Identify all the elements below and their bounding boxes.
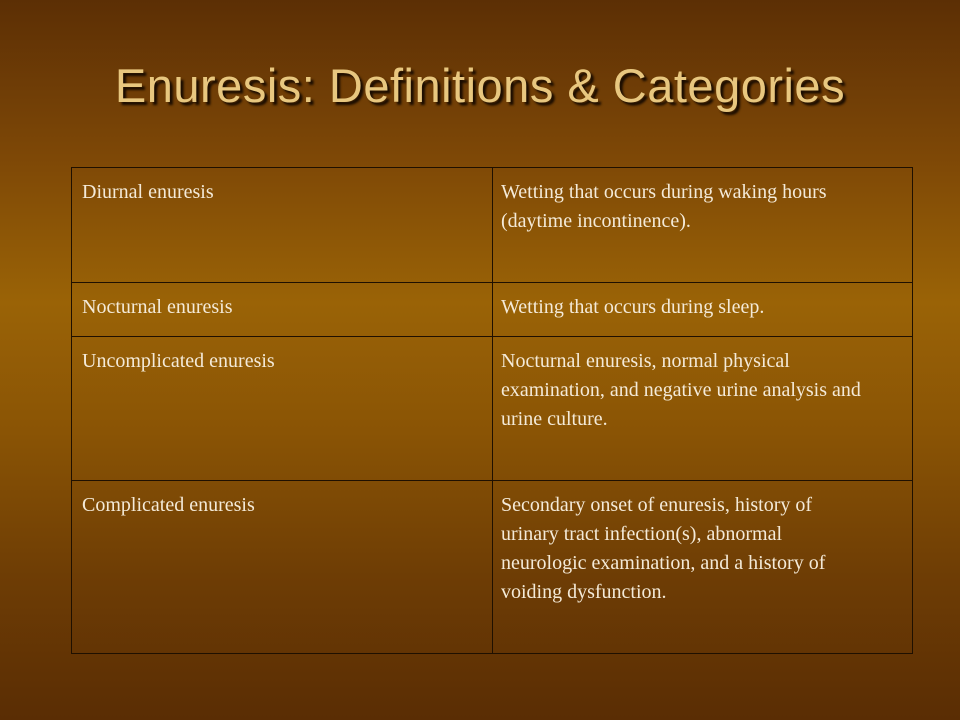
term-cell: Complicated enuresis: [72, 481, 493, 654]
term-cell: Nocturnal enuresis: [72, 283, 493, 337]
slide-title: Enuresis: Definitions & Categories: [114, 59, 846, 112]
definition-cell: Nocturnal enuresis, normal physical examination, and negative urine analysis and urine culture.: [493, 337, 913, 481]
definition-cell: Wetting that occurs during sleep.: [493, 283, 913, 337]
definition-cell: Wetting that occurs during waking hours (daytime incontinence).: [493, 168, 913, 283]
table-row: [72, 283, 913, 337]
table-row: [72, 481, 913, 654]
term-cell: Uncomplicated enuresis: [72, 337, 493, 481]
term-cell: Diurnal enuresis: [72, 168, 493, 283]
table-row: [72, 337, 913, 481]
table-row: [72, 168, 913, 283]
definition-cell: Secondary onset of enuresis, history of urinary tract infection(s), abnormal neurologic examination, and a history of voiding dysfunction.: [493, 481, 913, 654]
definitions-table: [71, 167, 913, 654]
